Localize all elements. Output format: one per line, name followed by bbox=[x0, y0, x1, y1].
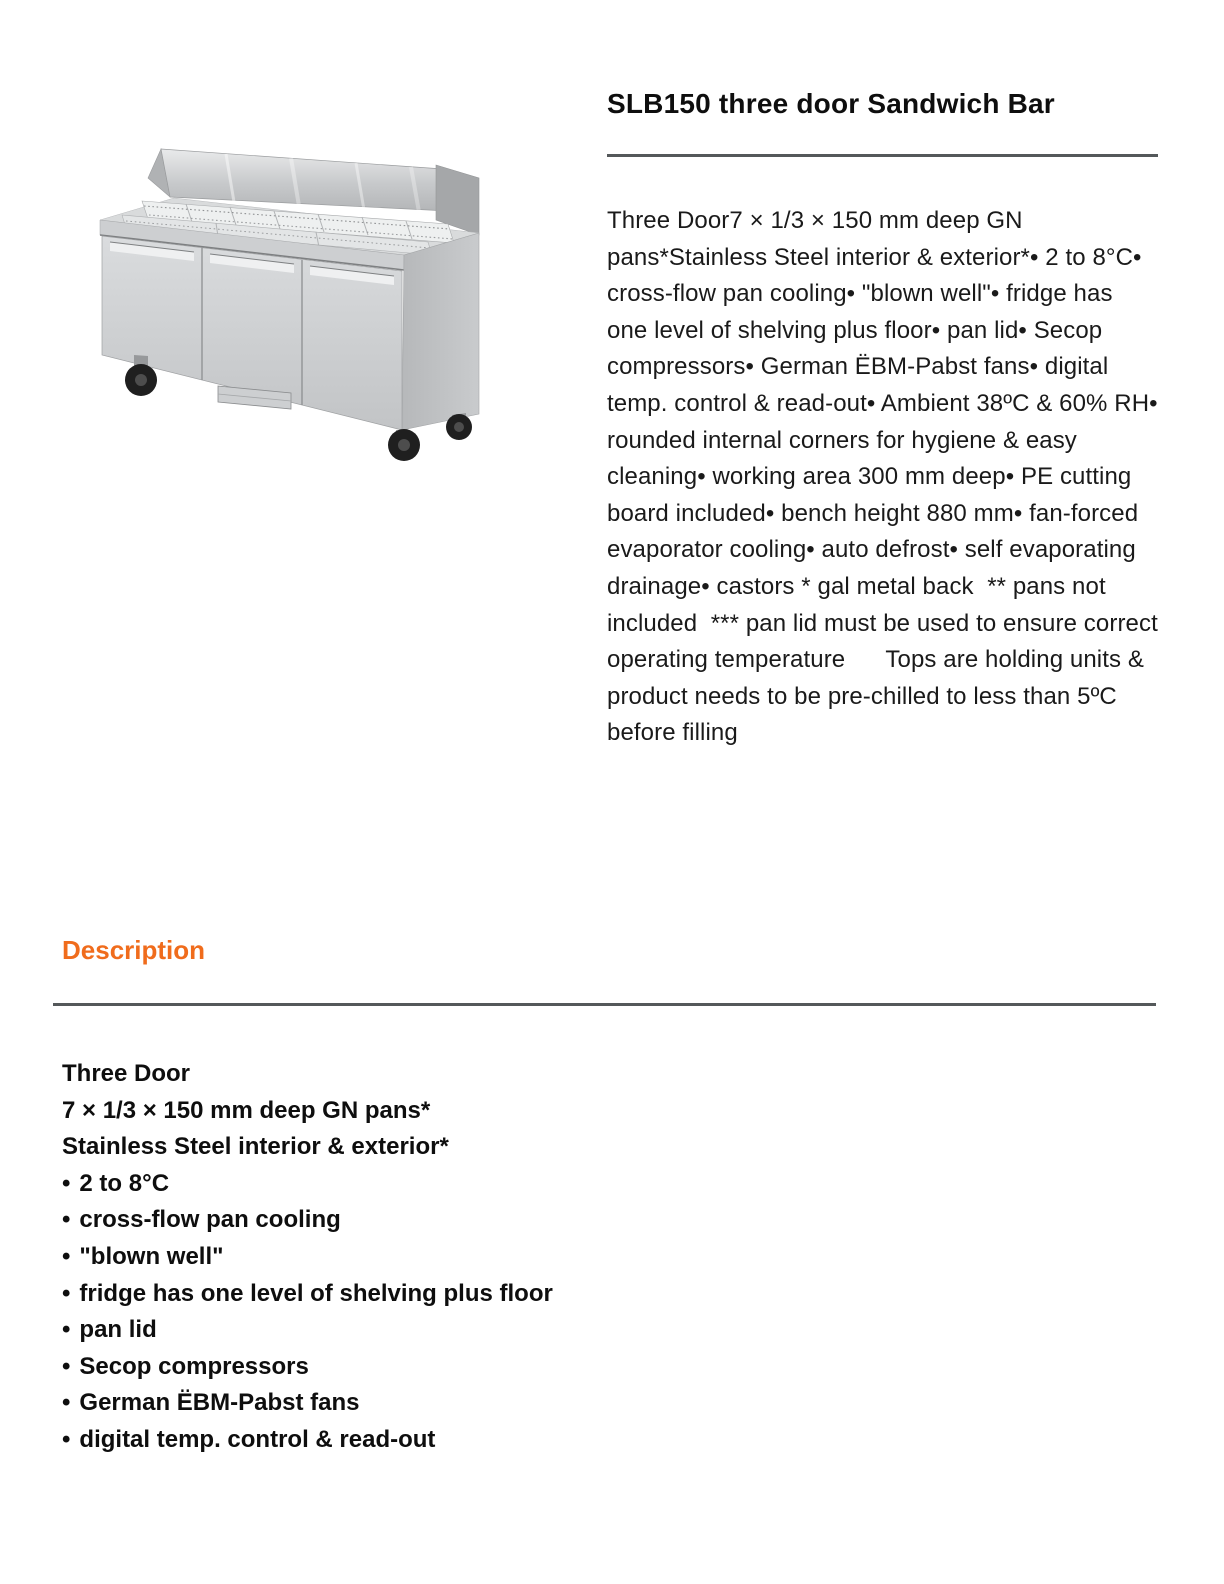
bullet-marker: • bbox=[62, 1316, 71, 1344]
feature-line bbox=[62, 1422, 1156, 1459]
bullet-marker: • bbox=[62, 1242, 71, 1270]
feature-line bbox=[62, 1202, 1156, 1239]
feature-text: "blown well" bbox=[79, 1242, 224, 1270]
bullet-marker: • bbox=[62, 1425, 71, 1453]
bullet-marker: • bbox=[62, 1169, 71, 1197]
feature-text: Stainless Steel interior & exterior* bbox=[62, 1133, 449, 1161]
feature-text: pan lid bbox=[79, 1316, 157, 1344]
feature-text: 7 × 1/3 × 150 mm deep GN pans* bbox=[62, 1096, 431, 1124]
product-summary-text: Three Door7 × 1/3 × 150 mm deep GN pans*Stainless Steel interior & exterior*• 2 to 8°C• cross-flow pan cooling• "blown well"• fridge has one level of shelving plus floor• pan lid• Secop compressors• German ËBM-Pabst fans• digital temp. control & read-out• Ambient 38ºC & 60% RH• rounded internal corners for hygiene & easy cleaning• working area 300 mm deep• PE cutting board included• bench height 880 mm• fan-forced evaporator cooling• auto defrost• self evaporating drainage• castors * gal metal back ** pans not included *** pan lid must be used to ensure correct operating temperature Tops are holding units & product needs to be pre-chilled to less than 5ºC before filling bbox=[607, 207, 1165, 747]
bullet-marker: • bbox=[62, 1206, 71, 1234]
page-title: SLB150 three door Sandwich Bar bbox=[607, 88, 1055, 119]
title-divider bbox=[607, 154, 1158, 157]
feature-line bbox=[62, 1056, 1156, 1093]
cabinet-side-panel bbox=[402, 233, 479, 430]
feature-line bbox=[62, 1093, 1156, 1130]
feature-text: German ËBM-Pabst fans bbox=[79, 1389, 360, 1417]
feature-line bbox=[62, 1129, 1156, 1166]
feature-text: digital temp. control & read-out bbox=[79, 1425, 436, 1453]
feature-line bbox=[62, 1312, 1156, 1349]
feature-text: cross-flow pan cooling bbox=[79, 1206, 341, 1234]
feature-line bbox=[62, 1385, 1156, 1422]
bullet-marker: • bbox=[62, 1279, 71, 1307]
feature-text: Three Door bbox=[62, 1060, 191, 1087]
bullet-marker: • bbox=[62, 1389, 71, 1417]
feature-line bbox=[62, 1166, 1156, 1203]
feature-line bbox=[62, 1276, 1156, 1313]
description-section bbox=[53, 933, 1156, 1459]
description-divider bbox=[53, 1003, 1156, 1006]
sandwich-bar-illustration bbox=[86, 102, 506, 462]
feature-text: 2 to 8°C bbox=[79, 1169, 170, 1197]
feature-line bbox=[62, 1349, 1156, 1386]
product-image bbox=[86, 102, 506, 462]
feature-text: Secop compressors bbox=[79, 1352, 309, 1380]
product-summary-column bbox=[607, 83, 1165, 752]
description-heading: Description bbox=[62, 935, 206, 965]
feature-line bbox=[62, 1239, 1156, 1276]
feature-text: fridge has one level of shelving plus floor bbox=[79, 1279, 553, 1307]
feature-list bbox=[62, 1056, 1156, 1459]
bullet-marker: • bbox=[62, 1352, 71, 1380]
